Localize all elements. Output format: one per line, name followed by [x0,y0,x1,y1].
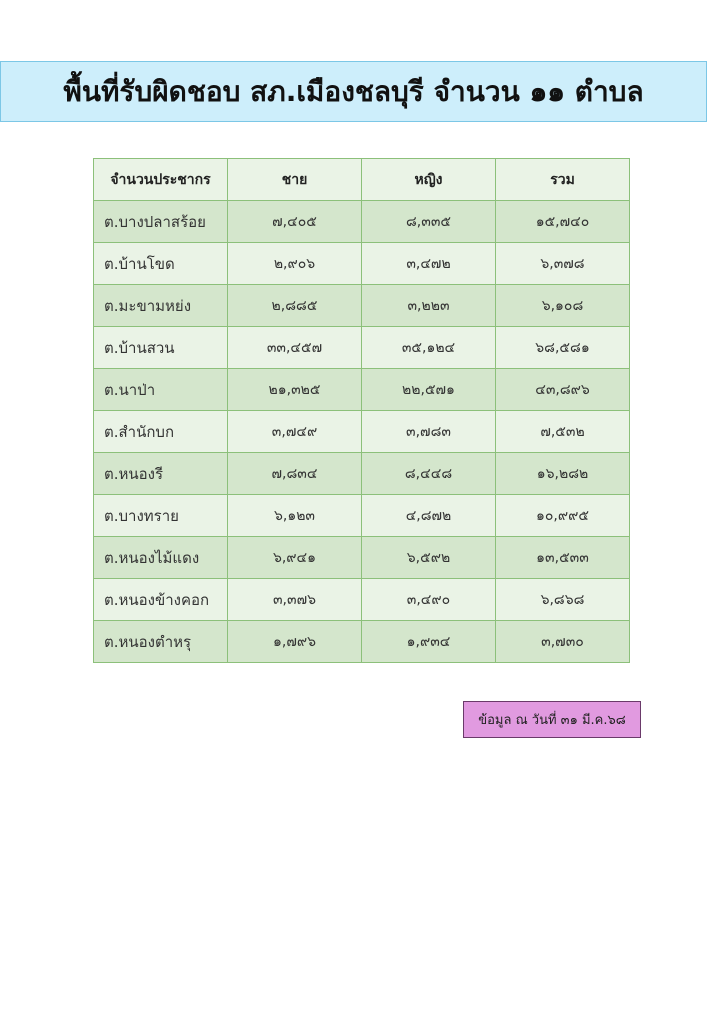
header-female: หญิง [362,159,496,201]
female-count: ๓,๗๘๓ [362,411,496,453]
population-table [93,158,630,663]
header-male: ชาย [228,159,362,201]
female-count: ๑,๙๓๔ [362,621,496,663]
header-population: จำนวนประชากร [94,159,228,201]
subdistrict-name: ต.นาป่า [94,369,228,411]
subdistrict-name: ต.มะขามหย่ง [94,285,228,327]
male-count: ๑,๗๙๖ [228,621,362,663]
male-count: ๓,๓๗๖ [228,579,362,621]
subdistrict-name: ต.บ้านโขด [94,243,228,285]
total-count: ๔๓,๘๙๖ [496,369,630,411]
subdistrict-name: ต.บางปลาสร้อย [94,201,228,243]
male-count: ๖,๑๒๓ [228,495,362,537]
header-total: รวม [496,159,630,201]
female-count: ๖,๕๙๒ [362,537,496,579]
male-count: ๒๑,๓๒๕ [228,369,362,411]
male-count: ๓,๗๔๙ [228,411,362,453]
table-row [94,369,630,411]
total-count: ๓,๗๓๐ [496,621,630,663]
male-count: ๗,๔๐๕ [228,201,362,243]
table-row [94,243,630,285]
total-count: ๖,๑๐๘ [496,285,630,327]
total-count: ๑๕,๗๔๐ [496,201,630,243]
title-banner [0,61,707,122]
total-count: ๑๐,๙๙๕ [496,495,630,537]
table-row [94,579,630,621]
male-count: ๒,๘๘๕ [228,285,362,327]
female-count: ๓,๔๙๐ [362,579,496,621]
female-count: ๓,๒๒๓ [362,285,496,327]
total-count: ๖,๓๗๘ [496,243,630,285]
table-row [94,411,630,453]
table-row [94,201,630,243]
total-count: ๗,๕๓๒ [496,411,630,453]
subdistrict-name: ต.หนองรี [94,453,228,495]
total-count: ๖,๘๖๘ [496,579,630,621]
subdistrict-name: ต.หนองข้างคอก [94,579,228,621]
subdistrict-name: ต.หนองไม้แดง [94,537,228,579]
male-count: ๖,๙๔๑ [228,537,362,579]
subdistrict-name: ต.หนองตำหรุ [94,621,228,663]
table-row [94,537,630,579]
table-row [94,495,630,537]
female-count: ๘,๓๓๕ [362,201,496,243]
male-count: ๓๓,๔๕๗ [228,327,362,369]
table-row [94,453,630,495]
table-header-row [94,159,630,201]
female-count: ๘,๔๔๘ [362,453,496,495]
total-count: ๖๘,๕๘๑ [496,327,630,369]
table-row [94,285,630,327]
subdistrict-name: ต.สำนักบก [94,411,228,453]
male-count: ๒,๙๐๖ [228,243,362,285]
female-count: ๒๒,๕๗๑ [362,369,496,411]
subdistrict-name: ต.บ้านสวน [94,327,228,369]
subdistrict-name: ต.บางทราย [94,495,228,537]
table-row [94,327,630,369]
data-date-note-text: ข้อมูล ณ วันที่ ๓๑ มี.ค.๖๘ [478,713,626,728]
page-title: พื้นที่รับผิดชอบ สภ.เมืองชลบุรี จำนวน ๑๑ ตำบล [63,74,644,108]
female-count: ๓๕,๑๒๔ [362,327,496,369]
table-row [94,621,630,663]
female-count: ๔,๘๗๒ [362,495,496,537]
total-count: ๑๓,๕๓๓ [496,537,630,579]
total-count: ๑๖,๒๘๒ [496,453,630,495]
female-count: ๓,๔๗๒ [362,243,496,285]
male-count: ๗,๘๓๔ [228,453,362,495]
data-date-note [463,701,641,738]
